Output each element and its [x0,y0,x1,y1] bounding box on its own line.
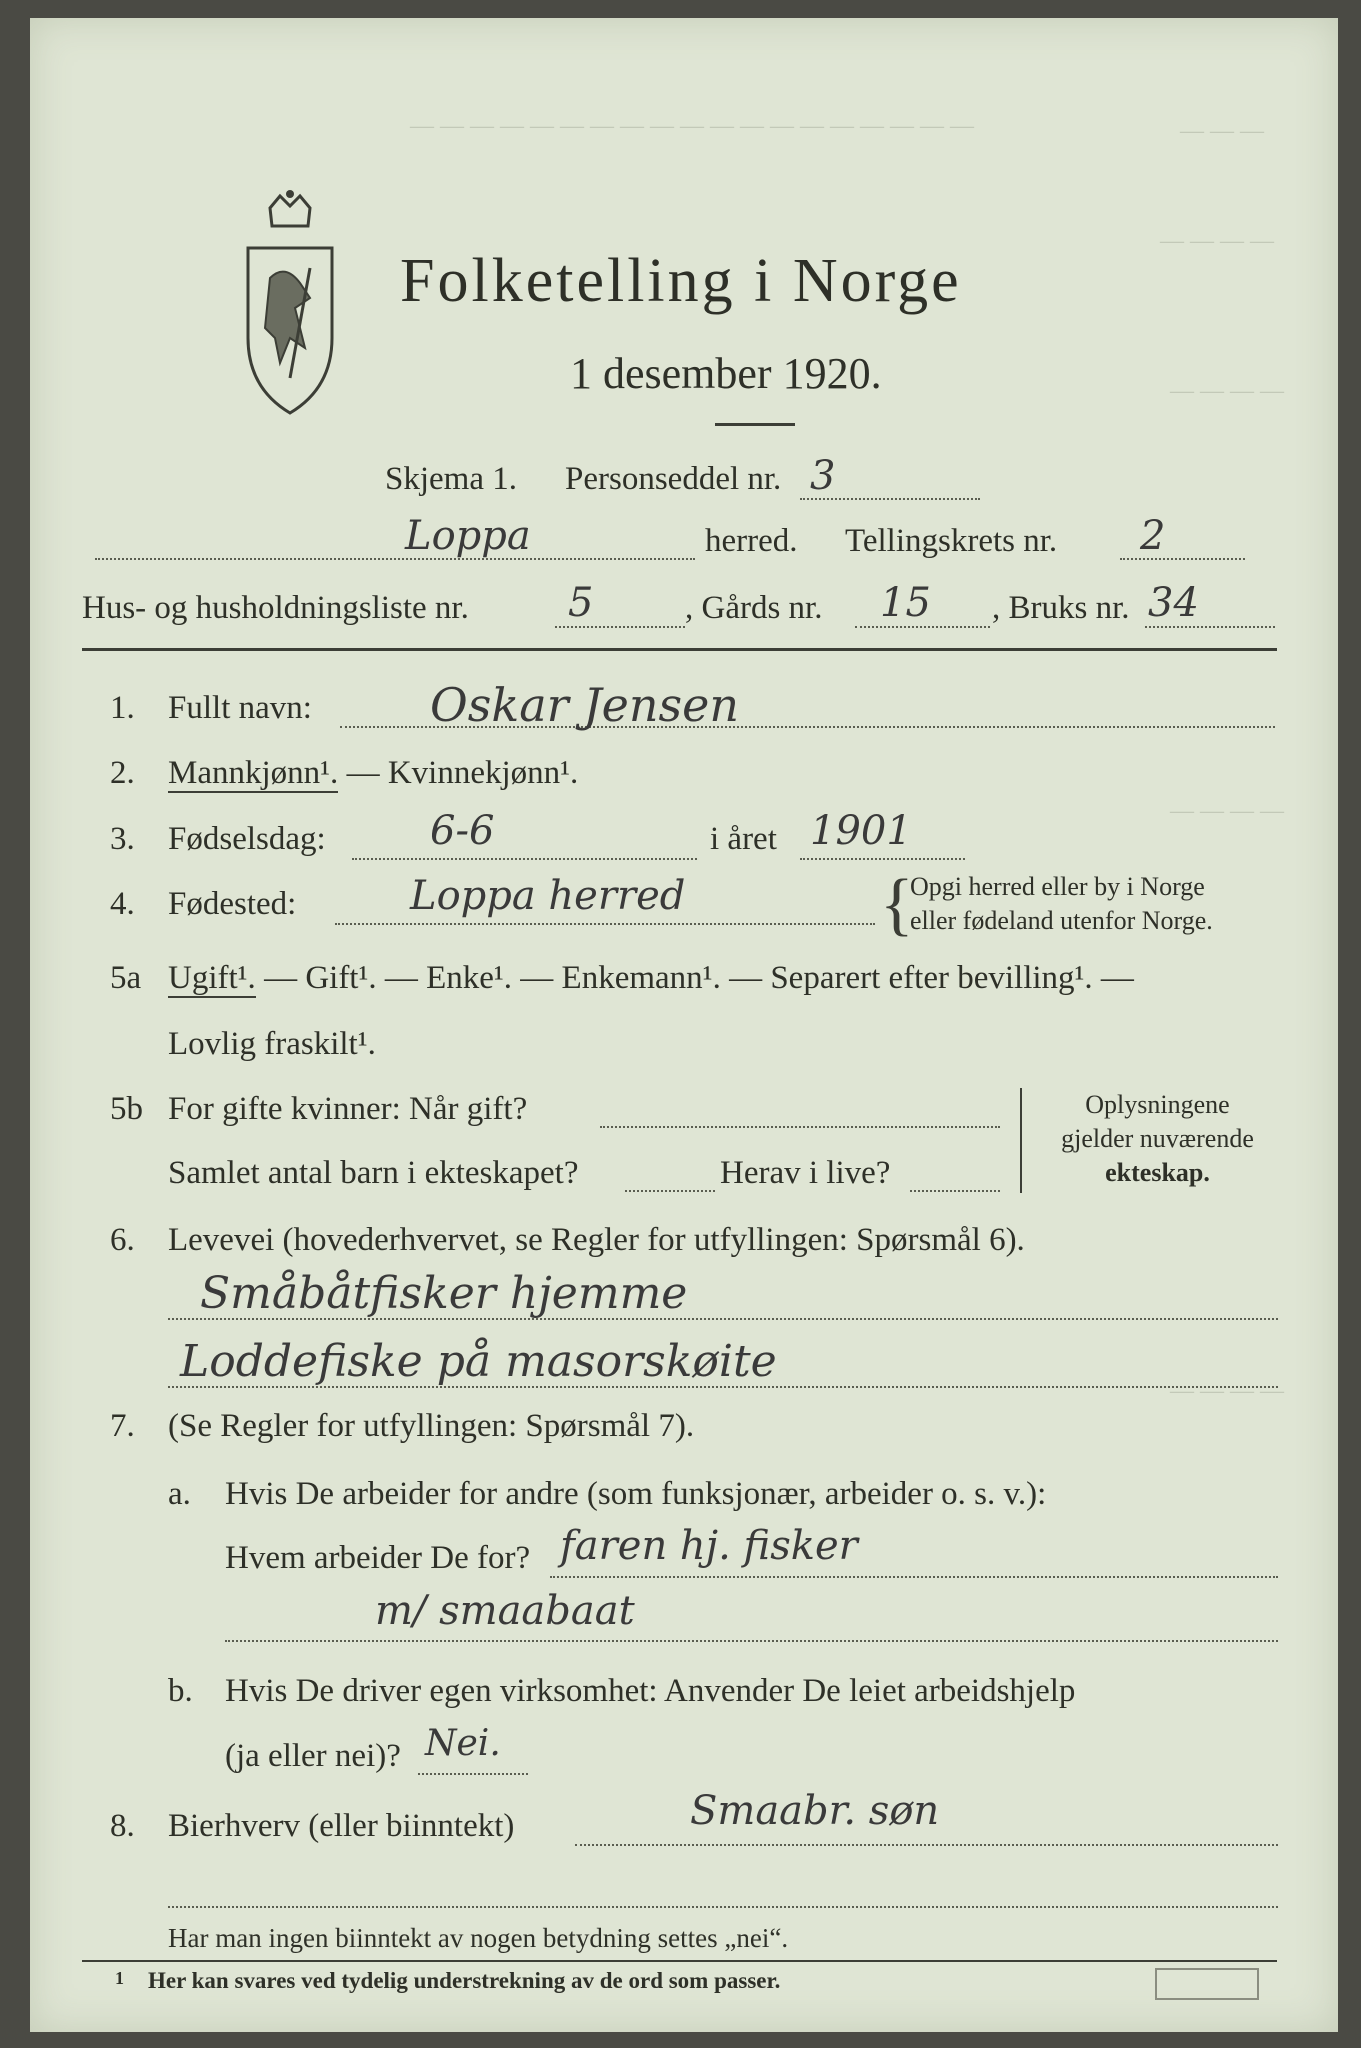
ugift-option[interactable]: Ugift¹. [168,960,256,996]
q4-number: 4. [110,886,135,922]
hired-help-value: Nei. [425,1723,501,1764]
birth-year-field[interactable] [800,858,965,860]
bleed-through-text: — — — — [1160,228,1274,254]
gards-field[interactable] [855,626,990,628]
q5a-number: 5a [110,960,142,996]
marriage-note [1040,1088,1275,1190]
birthdate-field[interactable] [352,858,697,860]
bleed-through-text: — — — — [1170,798,1284,824]
bleed-through-text: — — — — — — — — — — — — — — — — — — — [410,113,974,139]
side-income-value: Smaabr. søn [690,1788,940,1834]
skjema-label: Skjema 1. [385,461,517,497]
year-label: i året [710,821,777,857]
birthplace-value: Loppa herred [410,873,686,919]
q6-number: 6. [110,1222,135,1258]
q3-number: 3. [110,821,135,857]
female-option[interactable]: Kvinnekjønn¹. [387,755,579,791]
fraskilt-option[interactable]: Lovlig fraskilt¹. [168,1026,376,1062]
q7a-employer-label: Hvem arbeider De for? [225,1540,531,1576]
birthdate-value: 6-6 [430,808,495,854]
q1-label: Fullt navn: [168,690,312,726]
q2-number: 2. [110,755,135,791]
q7b-question: Hvis De driver egen virksomhet: Anvender De leiet arbeidshjelp [225,1673,1076,1709]
brace-icon: { [880,866,914,943]
q1-number: 1. [110,690,135,726]
q7a-number: a. [168,1476,191,1512]
tellingskrets-field[interactable] [1120,558,1245,560]
q7-label: (Se Regler for utfyllingen: Spørsmål 7). [168,1408,695,1444]
bruks-field[interactable] [1145,626,1275,628]
husholdning-label: Hus- og husholdningsliste nr. [82,590,469,626]
personseddel-value: 3 [810,453,836,499]
herred-value: Loppa [405,513,531,559]
bleed-through-text: — — — [1180,118,1264,144]
q7b-number: b. [168,1673,193,1709]
q7-number: 7. [110,1408,135,1444]
birth-year-value: 1901 [810,808,912,854]
footer-rule [82,1960,1277,1962]
q8-number: 8. [110,1808,135,1844]
occupation-value-1: Småbåtfisker hjemme [200,1268,688,1319]
herred-field[interactable] [95,558,695,560]
children-field[interactable] [625,1190,715,1192]
husholdning-field[interactable] [555,626,685,628]
bleed-through-text: — — — — [1170,378,1284,404]
header-rule [82,648,1277,651]
marital-other-options[interactable]: — Gift¹. — Enke¹. — Enkemann¹. — Separert efter bevilling¹. — [255,960,1134,996]
husholdning-value: 5 [568,580,594,626]
full-name-value: Oskar Jensen [430,678,739,732]
norway-coat-of-arms-icon [240,188,340,418]
q4-label: Fødested: [168,886,297,922]
no-income-note: Har man ingen biinntekt av nogen betydning settes „nei“. [168,1923,789,1953]
title-divider [715,423,795,426]
male-option[interactable]: Mannkjønn¹. [168,755,339,791]
q5b-label: For gifte kvinner: Når gift? [168,1091,528,1127]
bleed-through-text: — — — — [1170,1378,1284,1404]
side-income-field-2[interactable] [168,1906,1278,1908]
alive-label: Herav i live? [720,1155,891,1191]
gender-row [168,755,578,792]
bruks-value: 34 [1148,580,1199,626]
side-income-field-1[interactable] [575,1844,1278,1846]
alive-field[interactable] [910,1190,1000,1192]
printer-stamp [1155,1968,1259,2000]
birthplace-field[interactable] [335,923,875,925]
census-form [30,18,1338,2032]
marriage-note-line3: ekteskap. [1105,1158,1210,1187]
census-date: 1 desember 1920. [570,349,882,398]
q7b-label: (ja eller nei)? [225,1738,401,1774]
employer-value-2: m/ smaabaat [375,1588,635,1634]
tellingskrets-value: 2 [1140,513,1166,559]
footnote-mark: 1 [115,1968,124,1988]
birthplace-note-line1: Opgi herred eller by i Norge [910,872,1205,901]
children-label: Samlet antal barn i ekteskapet? [168,1155,579,1191]
birthplace-note [910,870,1213,938]
form-title: Folketelling i Norge [400,247,962,315]
gender-separator: — [338,755,388,791]
q8-label: Bierhverv (eller biinntekt) [168,1808,515,1844]
hired-help-field[interactable] [418,1773,528,1775]
personseddel-label: Personseddel nr. [565,461,782,497]
marriage-note-line2: gjelder nuværende [1061,1124,1254,1153]
marital-row [168,960,1134,997]
employer-field-1[interactable] [550,1576,1278,1578]
q3-label: Fødselsdag: [168,821,326,857]
gards-label: , Gårds nr. [685,590,823,626]
footnote-text: Her kan svares ved tydelig understrekning av de ord som passer. [148,1968,781,1993]
bruks-label: , Bruks nr. [992,590,1130,626]
gards-value: 15 [880,580,931,626]
q6-label: Levevei (hovederhvervet, se Regler for utfyllingen: Spørsmål 6). [168,1222,1025,1258]
q5b-number: 5b [110,1091,143,1127]
q7a-question: Hvis De arbeider for andre (som funksjonær, arbeider o. s. v.): [225,1476,1047,1512]
birthplace-note-line2: eller fødeland utenfor Norge. [910,906,1213,935]
note-bracket [1020,1088,1022,1193]
herred-label: herred. [705,523,798,559]
marriage-note-line1: Oplysningene [1085,1090,1230,1119]
occupation-value-2: Loddefiske på masorskøite [180,1336,777,1387]
employer-field-2[interactable] [225,1640,1278,1642]
married-when-field[interactable] [600,1126,1000,1128]
employer-value-1: faren hj. fisker [560,1523,858,1569]
tellingskrets-label: Tellingskrets nr. [845,523,1058,559]
